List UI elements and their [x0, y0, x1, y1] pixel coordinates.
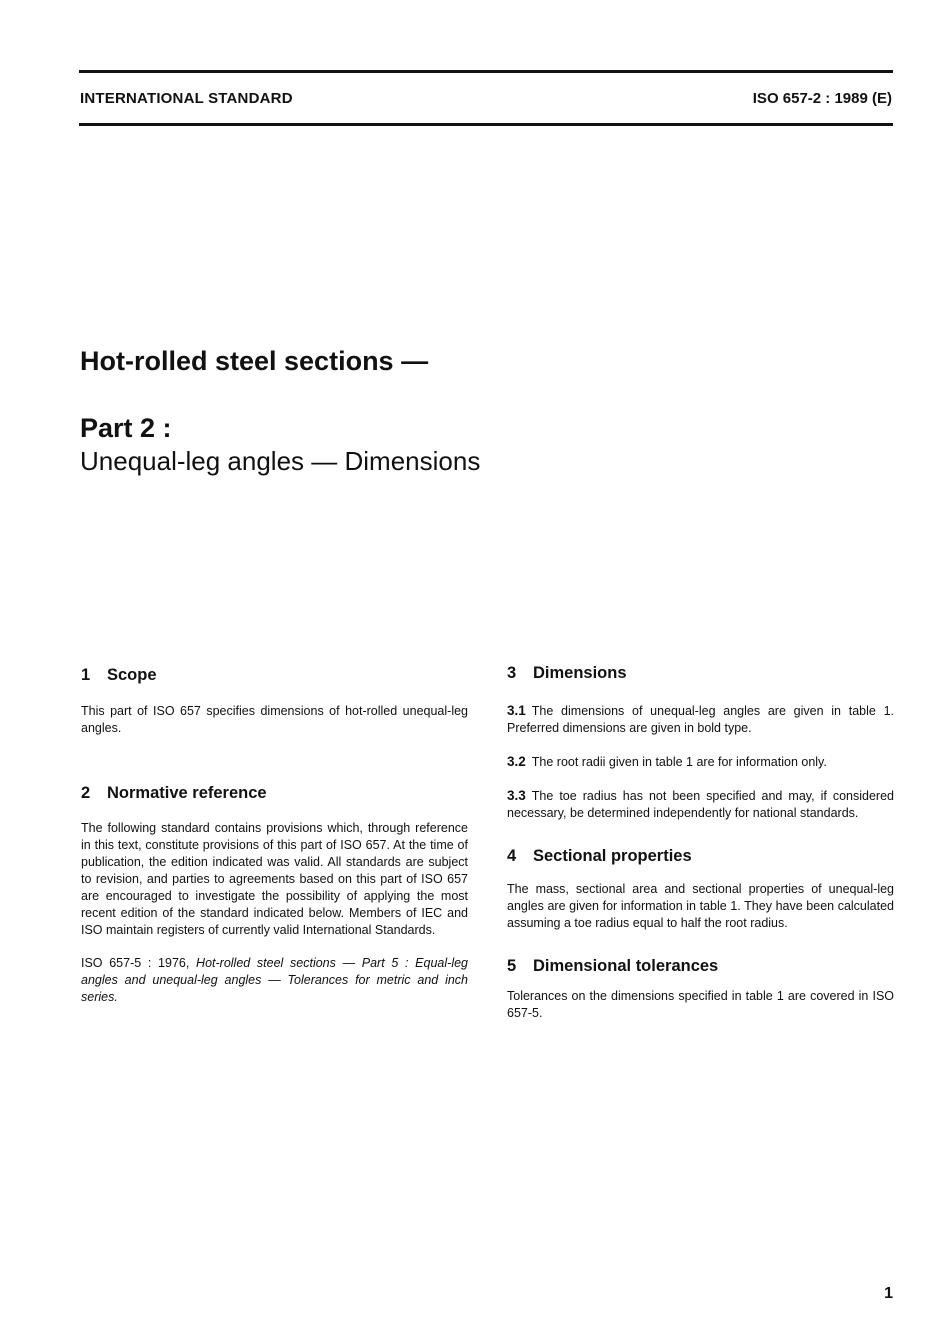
section-number: 5 — [507, 957, 517, 975]
clause-number: 3.1 — [507, 703, 526, 718]
standard-number: ISO 657-2 : 1989 (E) — [752, 90, 892, 107]
section-title: Dimensions — [533, 664, 627, 682]
section-heading-dimensional-tolerances — [507, 956, 894, 976]
clause-3-1 — [507, 702, 894, 737]
left-column — [81, 665, 468, 1006]
document-type-label: INTERNATIONAL STANDARD — [80, 90, 293, 107]
tolerances-paragraph: Tolerances on the dimensions specified in table 1 are covered in ISO 657-5. — [507, 989, 894, 1020]
section-number: 4 — [507, 847, 517, 865]
section-heading-sectional-properties — [507, 846, 894, 866]
header-rule-bottom — [79, 123, 893, 126]
reference-number: ISO 657-5 : 1976, — [81, 956, 190, 970]
section-title: Normative reference — [107, 784, 267, 802]
scope-paragraph: This part of ISO 657 specifies dimensions of hot-rolled unequal-leg angles. — [81, 704, 468, 735]
clause-3-3 — [507, 787, 894, 822]
clause-text: The dimensions of unequal-leg angles are given in table 1. Preferred dimensions are given in bold type. — [507, 704, 894, 735]
section-number: 2 — [81, 784, 91, 802]
clause-text: The root radii given in table 1 are for information only. — [531, 755, 827, 769]
section-title: Sectional properties — [533, 847, 692, 865]
section-heading-dimensions — [507, 663, 894, 683]
document-title: Hot-rolled steel sections — — [80, 346, 429, 376]
reference-title: Hot-rolled steel sections — Part 5 : Equal-leg angles and unequal-leg angles — Tolerances for metric and inch series. — [81, 956, 468, 1004]
right-column — [507, 663, 894, 1022]
section-number: 1 — [81, 666, 91, 684]
section-heading-normative-reference — [81, 783, 468, 803]
page-number: 1 — [884, 1285, 893, 1302]
header-rule-top — [79, 70, 893, 73]
normative-paragraph: The following standard contains provisions which, through reference in this text, constitute provisions of this part of ISO 657. At the time of publication, the edition indicated was valid. All standards are subject to revision, and parties to agreements based on this part of ISO 657 are encouraged to investigate the possibility of applying the most recent edition of the standard indicated below. Members of IEC and ISO maintain registers of currently valid International Standards. — [81, 821, 468, 937]
section-heading-scope — [81, 665, 468, 685]
clause-number: 3.3 — [507, 788, 526, 803]
normative-reference-entry — [81, 955, 468, 1006]
section-number: 3 — [507, 664, 517, 682]
part-subtitle: Unequal-leg angles — Dimensions — [80, 446, 481, 476]
clause-text: The toe radius has not been specified and may, if considered necessary, be determined independently for national standards. — [507, 789, 894, 820]
section-title: Dimensional tolerances — [533, 957, 719, 975]
section-title: Scope — [107, 666, 157, 684]
clause-number: 3.2 — [507, 754, 526, 769]
clause-3-2 — [507, 753, 894, 771]
part-label: Part 2 : — [80, 413, 172, 443]
sectional-paragraph: The mass, sectional area and sectional properties of unequal-leg angles are given for information in table 1. They have been calculated assuming a toe radius equal to half the root radius. — [507, 882, 894, 930]
